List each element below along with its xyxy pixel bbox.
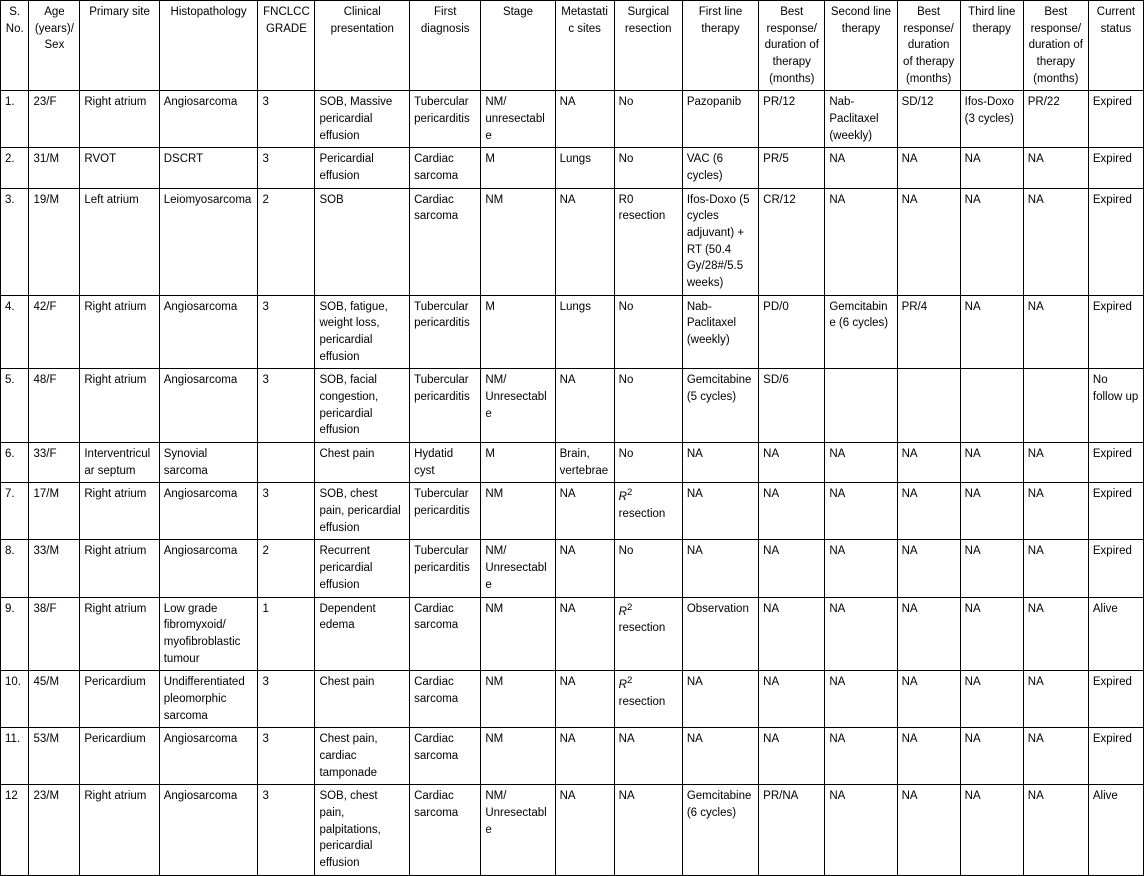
cell-best-response-3: NA — [1023, 728, 1088, 785]
cell-best-response-2: NA — [897, 483, 960, 540]
cell-first-diagnosis: Tubercular pericarditis — [410, 369, 481, 443]
cell-grade — [258, 443, 315, 483]
table-row — [1, 295, 1144, 369]
column-header-best-response-1: Best response/ duration of therapy (months) — [759, 1, 825, 91]
cell-grade: 3 — [258, 369, 315, 443]
cell-best-response-1: CR/12 — [759, 188, 825, 295]
cell-best-response-1: PR/5 — [759, 148, 825, 188]
cell-first-diagnosis: Cardiac sarcoma — [410, 188, 481, 295]
cell-second-line: NA — [825, 188, 897, 295]
cell-stage: NM/ Unresectable — [481, 369, 555, 443]
cell-grade: 3 — [258, 148, 315, 188]
cell-first-diagnosis: Tubercular pericarditis — [410, 295, 481, 369]
cell-histopathology: Undifferentiated pleomorphic sarcoma — [159, 671, 258, 728]
cell-clinical-presentation: SOB — [315, 188, 410, 295]
cell-current-status: Expired — [1088, 671, 1143, 728]
cell-primary-site: Right atrium — [80, 785, 159, 875]
cell-clinical-presentation: Recurrent pericardial effusion — [315, 540, 410, 597]
cell-surgical-resection: $R^2$ resection — [614, 597, 682, 671]
cell-primary-site: Right atrium — [80, 483, 159, 540]
cell-histopathology: Leiomyosarcoma — [159, 188, 258, 295]
cell-second-line: NA — [825, 483, 897, 540]
cell-sno: 9. — [1, 597, 29, 671]
cell-age-sex: 23/F — [29, 91, 80, 148]
cell-best-response-1: NA — [759, 671, 825, 728]
cell-best-response-1: PD/0 — [759, 295, 825, 369]
table-row — [1, 597, 1144, 671]
cell-age-sex: 38/F — [29, 597, 80, 671]
table-row — [1, 148, 1144, 188]
column-header-fnclcc-grade: FNCLCC GRADE — [258, 1, 315, 91]
cell-age-sex: 33/F — [29, 443, 80, 483]
column-header-best-response-3: Best response/ duration of therapy (months) — [1023, 1, 1088, 91]
resection-grade-superscript: 2 — [626, 487, 633, 499]
cell-histopathology: Angiosarcoma — [159, 785, 258, 875]
table-row — [1, 91, 1144, 148]
column-header-metastatic-sites: Metastatic sites — [555, 1, 614, 91]
cell-histopathology: Angiosarcoma — [159, 483, 258, 540]
cell-second-line: Gemcitabine (6 cycles) — [825, 295, 897, 369]
cell-sno: 8. — [1, 540, 29, 597]
table-row — [1, 785, 1144, 875]
cell-metastatic-sites: Brain, vertebrae — [555, 443, 614, 483]
cell-stage: M — [481, 443, 555, 483]
cell-best-response-3: NA — [1023, 785, 1088, 875]
column-header-third-line-therapy: Third line therapy — [960, 1, 1023, 91]
cell-histopathology: Angiosarcoma — [159, 91, 258, 148]
cell-third-line: NA — [960, 540, 1023, 597]
cell-primary-site: Right atrium — [80, 597, 159, 671]
cell-best-response-3: NA — [1023, 295, 1088, 369]
table-body — [1, 91, 1144, 875]
cell-first-line: NA — [682, 728, 758, 785]
cell-best-response-2 — [897, 369, 960, 443]
column-header-first-diagnosis: First diagnosis — [410, 1, 481, 91]
cell-clinical-presentation: Dependent edema — [315, 597, 410, 671]
cell-grade: 3 — [258, 785, 315, 875]
cell-metastatic-sites: NA — [555, 597, 614, 671]
cell-sno: 3. — [1, 188, 29, 295]
table-row — [1, 188, 1144, 295]
cell-metastatic-sites: NA — [555, 91, 614, 148]
cell-age-sex: 33/M — [29, 540, 80, 597]
cell-clinical-presentation: SOB, chest pain, pericardial effusion — [315, 483, 410, 540]
cell-surgical-resection: NA — [614, 728, 682, 785]
cell-grade: 3 — [258, 728, 315, 785]
cell-age-sex: 17/M — [29, 483, 80, 540]
cell-first-line: Gemcitabine (6 cycles) — [682, 785, 758, 875]
cell-histopathology: Low grade fibromyxoid/ myofibroblastic tumour — [159, 597, 258, 671]
cell-sno: 11. — [1, 728, 29, 785]
resection-grade-superscript: 2 — [626, 675, 633, 687]
column-header-best-response-2: Best response/ duration of therapy (months) — [897, 1, 960, 91]
cell-grade: 3 — [258, 483, 315, 540]
cell-grade: 3 — [258, 671, 315, 728]
cell-current-status: Expired — [1088, 91, 1143, 148]
cell-current-status: Alive — [1088, 785, 1143, 875]
cell-current-status: Expired — [1088, 483, 1143, 540]
cell-second-line: NA — [825, 443, 897, 483]
cell-age-sex: 53/M — [29, 728, 80, 785]
cell-best-response-2: NA — [897, 785, 960, 875]
cell-first-line: Nab-Paclitaxel (weekly) — [682, 295, 758, 369]
cell-metastatic-sites: NA — [555, 188, 614, 295]
cell-third-line: NA — [960, 295, 1023, 369]
cell-first-line: Ifos-Doxo (5 cycles adjuvant) + RT (50.4 Gy/28#/5.5 weeks) — [682, 188, 758, 295]
table-row — [1, 728, 1144, 785]
cell-clinical-presentation: SOB, facial congestion, pericardial effusion — [315, 369, 410, 443]
cell-stage: M — [481, 148, 555, 188]
cell-sno: 6. — [1, 443, 29, 483]
cell-first-line: Gemcitabine (5 cycles) — [682, 369, 758, 443]
cell-third-line: NA — [960, 785, 1023, 875]
cell-sno: 7. — [1, 483, 29, 540]
cell-surgical-resection: No — [614, 148, 682, 188]
cell-first-diagnosis: Tubercular pericarditis — [410, 540, 481, 597]
cell-current-status: Expired — [1088, 443, 1143, 483]
cell-best-response-3: NA — [1023, 148, 1088, 188]
cell-clinical-presentation: SOB, Massive pericardial effusion — [315, 91, 410, 148]
cell-clinical-presentation: Chest pain, cardiac tamponade — [315, 728, 410, 785]
cell-primary-site: Right atrium — [80, 295, 159, 369]
cell-surgical-resection: $R^2$ resection — [614, 671, 682, 728]
resection-grade-italic: R — [618, 679, 627, 692]
cell-metastatic-sites: NA — [555, 728, 614, 785]
cell-stage: NM/ Unresectable — [481, 785, 555, 875]
cell-first-diagnosis: Cardiac sarcoma — [410, 597, 481, 671]
cell-histopathology: Angiosarcoma — [159, 295, 258, 369]
cell-sno: 10. — [1, 671, 29, 728]
cell-best-response-1: SD/6 — [759, 369, 825, 443]
column-header-first-line-therapy: First line therapy — [682, 1, 758, 91]
cell-stage: NM — [481, 483, 555, 540]
cell-best-response-1: NA — [759, 597, 825, 671]
cell-best-response-1: NA — [759, 540, 825, 597]
column-header-age-sex: Age (years)/ Sex — [29, 1, 80, 91]
cell-second-line: Nab-Paclitaxel (weekly) — [825, 91, 897, 148]
cell-sno: 2. — [1, 148, 29, 188]
cell-best-response-3: NA — [1023, 443, 1088, 483]
cell-stage: NM — [481, 597, 555, 671]
cell-first-line: NA — [682, 671, 758, 728]
cell-third-line: Ifos-Doxo (3 cycles) — [960, 91, 1023, 148]
cell-current-status: Alive — [1088, 597, 1143, 671]
cell-surgical-resection: No — [614, 91, 682, 148]
cell-stage: NM — [481, 671, 555, 728]
cell-third-line — [960, 369, 1023, 443]
cell-sno: 5. — [1, 369, 29, 443]
cell-best-response-1: PR/12 — [759, 91, 825, 148]
table-header — [1, 1, 1144, 91]
column-header-current-status: Current status — [1088, 1, 1143, 91]
cell-grade: 3 — [258, 91, 315, 148]
cell-metastatic-sites: NA — [555, 785, 614, 875]
table-row — [1, 443, 1144, 483]
cell-stage: NM — [481, 728, 555, 785]
cell-second-line: NA — [825, 728, 897, 785]
cell-best-response-2: PR/4 — [897, 295, 960, 369]
cell-first-diagnosis: Hydatid cyst — [410, 443, 481, 483]
cell-best-response-3 — [1023, 369, 1088, 443]
cell-first-diagnosis: Cardiac sarcoma — [410, 148, 481, 188]
cell-surgical-resection: No — [614, 443, 682, 483]
cell-best-response-2: NA — [897, 671, 960, 728]
cell-first-line: NA — [682, 443, 758, 483]
cell-clinical-presentation: SOB, chest pain, palpitations, pericardial effusion — [315, 785, 410, 875]
cell-best-response-3: NA — [1023, 540, 1088, 597]
cell-sno: 12 — [1, 785, 29, 875]
cell-surgical-resection: $R^2$ resection — [614, 483, 682, 540]
cell-metastatic-sites: NA — [555, 369, 614, 443]
cell-first-line: VAC (6 cycles) — [682, 148, 758, 188]
cell-histopathology: DSCRT — [159, 148, 258, 188]
cell-clinical-presentation: Chest pain — [315, 443, 410, 483]
cell-primary-site: RVOT — [80, 148, 159, 188]
cell-best-response-3: NA — [1023, 597, 1088, 671]
cell-metastatic-sites: Lungs — [555, 295, 614, 369]
cell-primary-site: Pericardium — [80, 671, 159, 728]
cell-best-response-1: NA — [759, 728, 825, 785]
cell-first-diagnosis: Cardiac sarcoma — [410, 671, 481, 728]
cell-current-status: Expired — [1088, 728, 1143, 785]
cell-best-response-1: NA — [759, 483, 825, 540]
cell-third-line: NA — [960, 148, 1023, 188]
cell-metastatic-sites: Lungs — [555, 148, 614, 188]
cell-primary-site: Left atrium — [80, 188, 159, 295]
cell-first-diagnosis: Cardiac sarcoma — [410, 728, 481, 785]
cell-clinical-presentation: SOB, fatigue, weight loss, pericardial effusion — [315, 295, 410, 369]
column-header-stage: Stage — [481, 1, 555, 91]
cell-surgical-resection: No — [614, 295, 682, 369]
cell-second-line: NA — [825, 597, 897, 671]
cell-second-line: NA — [825, 148, 897, 188]
cell-first-diagnosis: Tubercular pericarditis — [410, 483, 481, 540]
cell-metastatic-sites: NA — [555, 540, 614, 597]
cell-current-status: Expired — [1088, 188, 1143, 295]
cell-best-response-2: SD/12 — [897, 91, 960, 148]
table-header-row — [1, 1, 1144, 91]
cell-current-status: No follow up — [1088, 369, 1143, 443]
resection-grade-superscript: 2 — [626, 601, 633, 613]
cell-third-line: NA — [960, 188, 1023, 295]
cell-best-response-3: NA — [1023, 483, 1088, 540]
cell-histopathology: Synovial sarcoma — [159, 443, 258, 483]
cell-stage: NM/ Unresectable — [481, 540, 555, 597]
cell-grade: 1 — [258, 597, 315, 671]
cell-best-response-3: NA — [1023, 188, 1088, 295]
cell-age-sex: 48/F — [29, 369, 80, 443]
cell-surgical-resection: No — [614, 540, 682, 597]
cell-second-line: NA — [825, 540, 897, 597]
cell-age-sex: 42/F — [29, 295, 80, 369]
resection-grade-italic: R — [618, 491, 627, 504]
cell-second-line: NA — [825, 671, 897, 728]
cell-surgical-resection: R0 resection — [614, 188, 682, 295]
cell-best-response-3: NA — [1023, 671, 1088, 728]
cell-best-response-1: PR/NA — [759, 785, 825, 875]
column-header-sno: S. No. — [1, 1, 29, 91]
cell-histopathology: Angiosarcoma — [159, 540, 258, 597]
cell-current-status: Expired — [1088, 540, 1143, 597]
column-header-surgical-resection: Surgical resection — [614, 1, 682, 91]
cell-first-line: NA — [682, 483, 758, 540]
cell-stage: M — [481, 295, 555, 369]
cell-third-line: NA — [960, 728, 1023, 785]
cell-surgical-resection: NA — [614, 785, 682, 875]
cell-primary-site: Right atrium — [80, 540, 159, 597]
cell-best-response-2: NA — [897, 148, 960, 188]
cell-surgical-resection: No — [614, 369, 682, 443]
cell-clinical-presentation: Chest pain — [315, 671, 410, 728]
column-header-primary-site: Primary site — [80, 1, 159, 91]
cell-first-line: Pazopanib — [682, 91, 758, 148]
cell-third-line: NA — [960, 483, 1023, 540]
cell-grade: 2 — [258, 540, 315, 597]
cell-primary-site: Right atrium — [80, 369, 159, 443]
cell-age-sex: 23/M — [29, 785, 80, 875]
column-header-histopathology: Histopathology — [159, 1, 258, 91]
cell-age-sex: 31/M — [29, 148, 80, 188]
table-row — [1, 671, 1144, 728]
column-header-second-line-therapy: Second line therapy — [825, 1, 897, 91]
cell-first-diagnosis: Cardiac sarcoma — [410, 785, 481, 875]
cell-best-response-3: PR/22 — [1023, 91, 1088, 148]
cell-metastatic-sites: NA — [555, 671, 614, 728]
cell-best-response-1: NA — [759, 443, 825, 483]
column-header-clinical-presentation: Clinical presentation — [315, 1, 410, 91]
cell-stage: NM/ unresectable — [481, 91, 555, 148]
cell-age-sex: 45/M — [29, 671, 80, 728]
cell-histopathology: Angiosarcoma — [159, 728, 258, 785]
cell-current-status: Expired — [1088, 295, 1143, 369]
cell-clinical-presentation: Pericardial effusion — [315, 148, 410, 188]
cell-best-response-2: NA — [897, 443, 960, 483]
table-row — [1, 369, 1144, 443]
table-row — [1, 483, 1144, 540]
cell-best-response-2: NA — [897, 728, 960, 785]
cell-first-line: NA — [682, 540, 758, 597]
cell-histopathology: Angiosarcoma — [159, 369, 258, 443]
cell-second-line — [825, 369, 897, 443]
cell-third-line: NA — [960, 671, 1023, 728]
cell-age-sex: 19/M — [29, 188, 80, 295]
cell-best-response-2: NA — [897, 597, 960, 671]
cell-current-status: Expired — [1088, 148, 1143, 188]
cell-metastatic-sites: NA — [555, 483, 614, 540]
cell-primary-site: Right atrium — [80, 91, 159, 148]
cell-sno: 1. — [1, 91, 29, 148]
cell-best-response-2: NA — [897, 540, 960, 597]
cell-stage: NM — [481, 188, 555, 295]
cell-best-response-2: NA — [897, 188, 960, 295]
cell-grade: 3 — [258, 295, 315, 369]
cell-first-line: Observation — [682, 597, 758, 671]
cell-grade: 2 — [258, 188, 315, 295]
resection-grade-italic: R — [618, 605, 627, 618]
cell-second-line: NA — [825, 785, 897, 875]
table-row — [1, 540, 1144, 597]
cell-primary-site: Interventricular septum — [80, 443, 159, 483]
cell-third-line: NA — [960, 597, 1023, 671]
cell-first-diagnosis: Tubercular pericarditis — [410, 91, 481, 148]
cell-third-line: NA — [960, 443, 1023, 483]
cell-primary-site: Pericardium — [80, 728, 159, 785]
cell-sno: 4. — [1, 295, 29, 369]
